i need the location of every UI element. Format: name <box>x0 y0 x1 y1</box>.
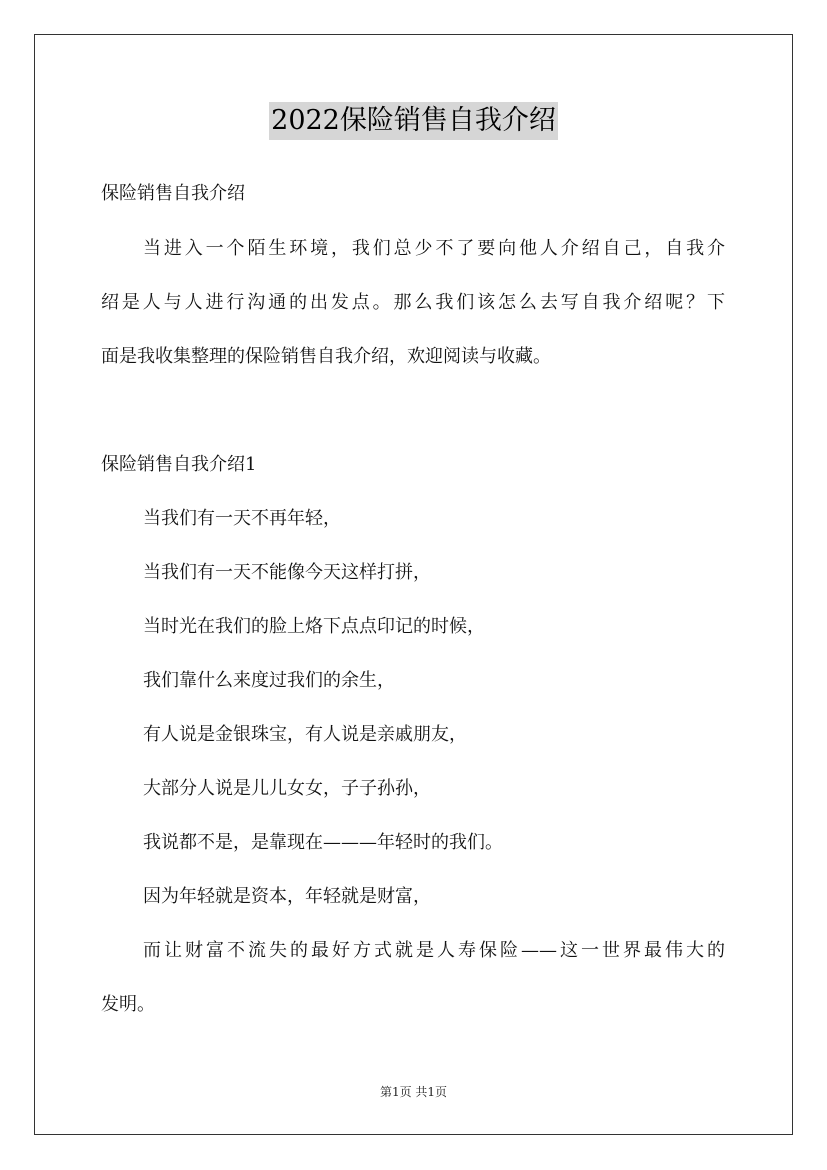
intro-line-1: 当进入一个陌生环境，我们总少不了要向他人介绍自己，自我介 <box>143 238 725 259</box>
heading: 保险销售自我介绍 <box>101 183 245 204</box>
poem-line-6: 大部分人说是儿儿女女，子子孙孙， <box>143 778 431 799</box>
poem-line-2: 当我们有一天不能像今天这样打拼， <box>143 562 431 583</box>
intro-line-3: 面是我收集整理的保险销售自我介绍，欢迎阅读与收藏。 <box>101 346 551 367</box>
poem-line-10: 发明。 <box>101 994 155 1015</box>
poem-line-3: 当时光在我们的脸上烙下点点印记的时候， <box>143 616 485 637</box>
poem-line-7: 我说都不是，是靠现在———年轻时的我们。 <box>143 832 503 853</box>
section-heading: 保险销售自我介绍1 <box>101 454 257 475</box>
poem-line-9: 而让财富不流失的最好方式就是人寿保险——这一世界最伟大的 <box>143 940 725 961</box>
poem-line-8: 因为年轻就是资本，年轻就是财富， <box>143 886 431 907</box>
poem-line-4: 我们靠什么来度过我们的余生， <box>143 670 395 691</box>
poem-line-5: 有人说是金银珠宝，有人说是亲戚朋友， <box>143 724 467 745</box>
document-title-wrap <box>0 102 827 140</box>
page-footer: 第1页 共1页 <box>379 1085 448 1099</box>
poem-line-1: 当我们有一天不再年轻， <box>143 508 341 529</box>
intro-line-2: 绍是人与人进行沟通的出发点。那么我们该怎么去写自我介绍呢？下 <box>101 292 725 313</box>
document-title: 2022保险销售自我介绍 <box>269 102 558 140</box>
